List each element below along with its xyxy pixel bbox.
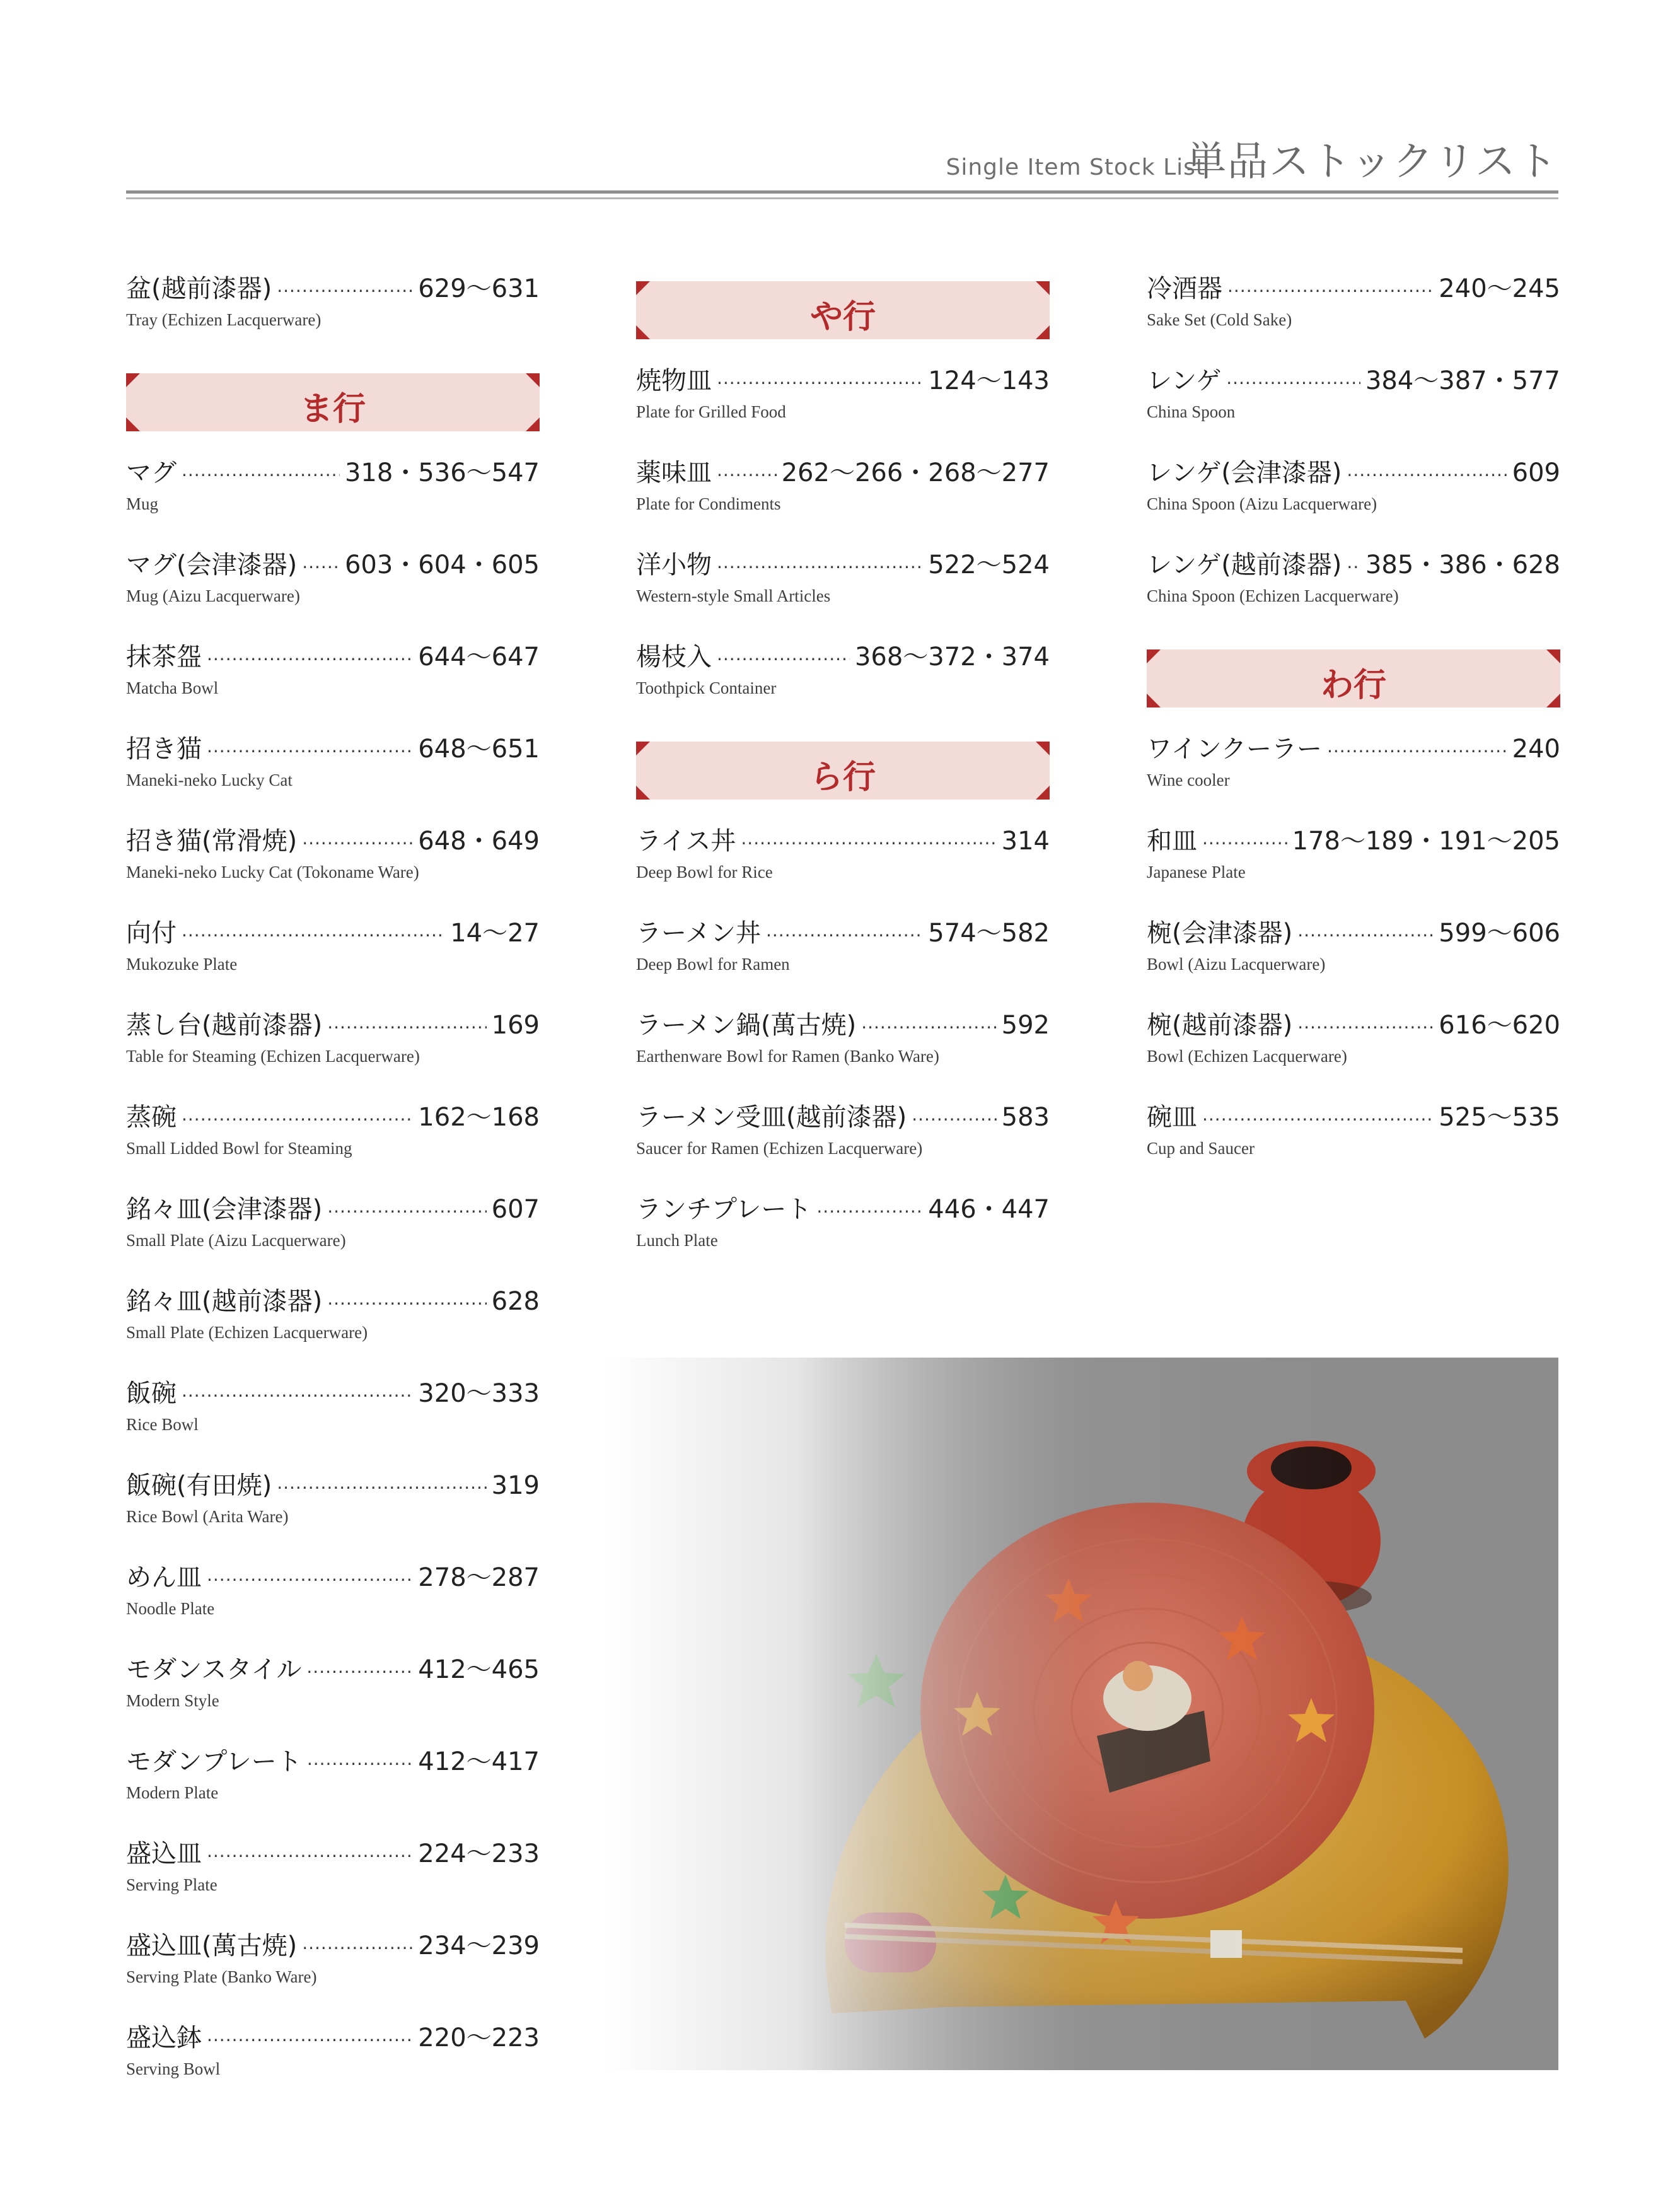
entry-page-numbers: 522〜524 (928, 550, 1050, 579)
list-entry-deep-bowl-for-rice (636, 825, 1050, 917)
entry-page-numbers: 412〜417 (418, 1747, 540, 1776)
entry-name-jp: ワインクーラー (1147, 735, 1322, 764)
list-entry-bowl-echizen-lacquerware (1147, 1009, 1560, 1101)
entry-name-en: China Spoon (1147, 402, 1236, 421)
dot-leader (207, 735, 413, 768)
dot-leader (302, 827, 413, 860)
list-entry-small-plate-echizen-lacquerware (126, 1285, 540, 1377)
entry-name-en: Toothpick Container (636, 678, 777, 697)
entry-line (126, 1653, 540, 1689)
entry-page-numbers: 224〜233 (418, 1839, 540, 1868)
entry-line (1147, 549, 1560, 584)
entry-page-numbers: 607 (491, 1195, 540, 1224)
entry-name-en: Bowl (Aizu Lacquerware) (1147, 955, 1326, 974)
entry-name-en: Small Plate (Echizen Lacquerware) (126, 1323, 368, 1342)
entry-line (1147, 457, 1560, 492)
entry-name-jp: マグ (126, 458, 177, 487)
list-entry-deep-bowl-for-ramen (636, 917, 1050, 1009)
dot-leader (207, 643, 413, 676)
entry-name-jp: 盛込皿(萬古焼) (126, 1931, 298, 1960)
list-entry-plate-for-condiments (636, 457, 1050, 549)
entry-name-en: Mukozuke Plate (126, 955, 238, 974)
dot-leader (717, 643, 850, 676)
entry-line (1147, 1009, 1560, 1044)
entry-name-jp: ライス丼 (636, 827, 736, 856)
entry-line (126, 1561, 540, 1597)
list-entry-serving-plate-banko-ware (126, 1930, 540, 2022)
dot-leader (717, 551, 923, 584)
entry-page-numbers: 616〜620 (1439, 1011, 1560, 1040)
list-entry-modern-plate (126, 1745, 540, 1837)
entry-line (1147, 733, 1560, 768)
entry-page-numbers: 648・649 (418, 827, 540, 856)
list-entry-table-for-steaming-echizen-lacquerware (126, 1009, 540, 1101)
dot-leader (207, 1564, 413, 1597)
dot-leader (1226, 367, 1360, 400)
dot-leader (912, 1103, 996, 1136)
dot-leader (741, 827, 996, 860)
entry-name-jp: 椀(越前漆器) (1147, 1011, 1293, 1040)
list-entry-modern-style (126, 1653, 540, 1745)
section-label: ら行 (809, 758, 876, 796)
list-entry-mukozuke-plate (126, 917, 540, 1009)
entry-name-jp: ラーメン鍋(萬古焼) (636, 1011, 857, 1040)
list-entry-sake-set-cold-sake (1147, 272, 1560, 364)
entry-line (636, 549, 1050, 584)
entry-name-en: Saucer for Ramen (Echizen Lacquerware) (636, 1139, 923, 1158)
dot-leader (182, 919, 445, 952)
entry-name-en: Deep Bowl for Rice (636, 863, 773, 882)
entry-page-numbers: 412〜465 (418, 1655, 540, 1684)
entry-page-numbers: 368〜372・374 (854, 643, 1050, 672)
entry-page-numbers: 320〜333 (418, 1379, 540, 1408)
entry-page-numbers: 234〜239 (418, 1931, 540, 1960)
entry-page-numbers: 603・604・605 (344, 550, 540, 579)
dot-leader (717, 459, 777, 492)
entry-page-numbers: 385・386・628 (1365, 550, 1560, 579)
entry-page-numbers: 262〜266・268〜277 (781, 458, 1050, 487)
entry-name-jp: レンゲ(会津漆器) (1147, 458, 1342, 487)
entry-page-numbers: 314 (1001, 827, 1050, 856)
dot-leader (302, 1932, 413, 1965)
entry-line (636, 1193, 1050, 1228)
entry-name-en: Rice Bowl (126, 1415, 199, 1434)
entry-line (126, 1745, 540, 1781)
entry-name-en: Lunch Plate (636, 1231, 718, 1250)
entry-name-en: Plate for Grilled Food (636, 402, 786, 421)
dot-leader (327, 1288, 486, 1320)
entry-line (636, 641, 1050, 676)
column-2 (636, 272, 1050, 1285)
section-header (636, 281, 1050, 339)
list-entry-plate-for-grilled-food (636, 364, 1050, 457)
dot-leader (182, 459, 340, 492)
entry-name-en: Earthenware Bowl for Ramen (Banko Ware) (636, 1047, 939, 1066)
entry-line (1147, 917, 1560, 952)
entry-line (126, 1930, 540, 1965)
list-entry-maneki-neko-lucky-cat-tokoname-ware (126, 825, 540, 917)
entry-line (636, 825, 1050, 860)
entry-line (636, 917, 1050, 952)
header-title-jp: 単品ストックリスト (1186, 139, 1558, 185)
entry-name-en: Japanese Plate (1147, 863, 1246, 882)
dot-leader (307, 1748, 413, 1781)
list-entry-china-spoon-aizu-lacquerware (1147, 457, 1560, 549)
entry-name-jp: レンゲ(越前漆器) (1147, 550, 1342, 579)
entry-name-en: Wine cooler (1147, 771, 1230, 789)
column-1 (126, 272, 540, 2114)
entry-page-numbers: 644〜647 (418, 643, 540, 672)
list-entry-japanese-plate (1147, 825, 1560, 917)
entry-page-numbers: 525〜535 (1439, 1103, 1560, 1132)
entry-line (636, 364, 1050, 400)
entry-name-jp: 楊枝入 (636, 643, 712, 672)
dot-leader (327, 1196, 486, 1228)
list-entry-tray-echizen-lacquerware (126, 272, 540, 364)
entry-page-numbers: 240 (1512, 735, 1560, 764)
header-rule (126, 190, 1558, 194)
dot-leader (327, 1011, 486, 1044)
entry-name-jp: 碗皿 (1147, 1103, 1197, 1132)
entry-name-en: Rice Bowl (Arita Ware) (126, 1507, 289, 1526)
entry-name-en: Maneki-neko Lucky Cat (Tokoname Ware) (126, 863, 419, 882)
entry-page-numbers: 178〜189・191〜205 (1292, 827, 1560, 856)
entry-page-numbers: 609 (1512, 458, 1560, 487)
entry-line (1147, 272, 1560, 308)
section-label: わ行 (1320, 666, 1386, 704)
dot-leader (1202, 827, 1287, 860)
section-label: や行 (809, 298, 876, 336)
list-entry-bowl-aizu-lacquerware (1147, 917, 1560, 1009)
header-title-en: Single Item Stock List (946, 154, 1205, 180)
dot-leader (1227, 275, 1434, 308)
list-entry-lunch-plate (636, 1193, 1050, 1285)
entry-page-numbers: 384〜387・577 (1365, 366, 1560, 395)
list-entry-small-plate-aizu-lacquerware (126, 1193, 540, 1285)
list-entry-mug-aizu-lacquerware (126, 549, 540, 641)
entry-name-jp: 銘々皿(会津漆器) (126, 1195, 323, 1224)
dot-leader (1347, 459, 1507, 492)
entry-line (126, 2022, 540, 2057)
entry-line (1147, 825, 1560, 860)
entry-page-numbers: 14〜27 (450, 919, 540, 948)
entry-line (636, 1101, 1050, 1136)
dot-leader (816, 1196, 923, 1228)
entry-name-en: China Spoon (Echizen Lacquerware) (1147, 586, 1399, 605)
entry-line (126, 1193, 540, 1228)
section-header (126, 373, 540, 431)
dot-leader (1297, 919, 1434, 952)
entry-page-numbers: 583 (1001, 1103, 1050, 1132)
entry-name-en: Modern Plate (126, 1783, 219, 1802)
dot-leader (306, 1656, 413, 1689)
entry-name-en: China Spoon (Aizu Lacquerware) (1147, 494, 1377, 513)
entry-name-en: Deep Bowl for Ramen (636, 955, 790, 974)
entry-page-numbers: 278〜287 (418, 1563, 540, 1592)
dot-leader (207, 1840, 413, 1873)
dot-leader (302, 551, 340, 584)
entry-name-jp: 盛込鉢 (126, 2023, 202, 2052)
dot-leader (1202, 1103, 1434, 1136)
entry-name-jp: ラーメン受皿(越前漆器) (636, 1103, 907, 1132)
entry-name-en: Serving Plate (Banko Ware) (126, 1967, 317, 1986)
entry-name-jp: 招き猫 (126, 735, 202, 764)
list-entry-saucer-for-ramen-echizen-lacquerware (636, 1101, 1050, 1193)
entry-name-jp: 焼物皿 (636, 366, 712, 395)
entry-line (126, 917, 540, 952)
entry-line (126, 1285, 540, 1320)
entry-name-jp: レンゲ (1147, 366, 1222, 395)
entry-name-jp: モダンスタイル (126, 1655, 302, 1684)
entry-name-en: Small Plate (Aizu Lacquerware) (126, 1231, 346, 1250)
dot-leader (766, 919, 923, 952)
entry-line (1147, 364, 1560, 400)
entry-name-en: Bowl (Echizen Lacquerware) (1147, 1047, 1347, 1066)
dot-leader (1327, 735, 1507, 768)
page-header (126, 129, 1558, 199)
dot-leader (1347, 551, 1360, 584)
entry-name-jp: 椀(会津漆器) (1147, 919, 1293, 948)
tableware-photo-illustration (605, 1358, 1558, 2070)
dot-leader (207, 2024, 413, 2057)
list-entry-maneki-neko-lucky-cat (126, 733, 540, 825)
tableware-photo (605, 1358, 1558, 2070)
entry-page-numbers: 648〜651 (418, 735, 540, 764)
list-entry-mug (126, 457, 540, 549)
entry-page-numbers: 629〜631 (418, 274, 540, 303)
entry-name-en: Tray (Echizen Lacquerware) (126, 310, 322, 329)
entry-page-numbers: 592 (1001, 1011, 1050, 1040)
dot-leader (277, 275, 413, 308)
entry-page-numbers: 220〜223 (418, 2023, 540, 2052)
entry-name-jp: 盛込皿 (126, 1839, 202, 1868)
entry-line (126, 1377, 540, 1412)
list-entry-china-spoon (1147, 364, 1560, 457)
entry-page-numbers: 240〜245 (1439, 274, 1560, 303)
entry-name-en: Maneki-neko Lucky Cat (126, 771, 293, 789)
entry-line (126, 1101, 540, 1136)
entry-name-en: Modern Style (126, 1691, 219, 1710)
entry-name-jp: 飯碗(有田焼) (126, 1471, 272, 1500)
list-entry-small-lidded-bowl-for-steaming (126, 1101, 540, 1193)
dot-leader (182, 1380, 413, 1412)
entry-line (636, 1009, 1050, 1044)
list-entry-noodle-plate (126, 1561, 540, 1653)
list-entry-earthenware-bowl-for-ramen-banko-ware (636, 1009, 1050, 1101)
entry-name-jp: モダンプレート (126, 1747, 302, 1776)
entry-name-en: Serving Bowl (126, 2059, 221, 2078)
entry-name-en: Serving Plate (126, 1875, 217, 1894)
entry-page-numbers: 599〜606 (1439, 919, 1560, 948)
entry-name-jp: 向付 (126, 919, 177, 948)
entry-page-numbers: 574〜582 (928, 919, 1050, 948)
entry-line (126, 1469, 540, 1505)
entry-name-en: Noodle Plate (126, 1599, 215, 1618)
list-entry-matcha-bowl (126, 641, 540, 733)
entry-line (126, 1837, 540, 1873)
list-entry-rice-bowl (126, 1377, 540, 1469)
entry-line (126, 825, 540, 860)
entry-name-en: Mug (126, 494, 159, 513)
entry-name-jp: 盆(越前漆器) (126, 274, 272, 303)
entry-name-jp: 薬味皿 (636, 458, 712, 487)
list-entry-toothpick-container (636, 641, 1050, 733)
list-entry-china-spoon-echizen-lacquerware (1147, 549, 1560, 641)
list-entry-wine-cooler (1147, 733, 1560, 825)
list-entry-western-style-small-articles (636, 549, 1050, 641)
entry-name-jp: 蒸碗 (126, 1103, 177, 1132)
entry-line (126, 641, 540, 676)
entry-name-jp: 洋小物 (636, 550, 712, 579)
entry-name-jp: 招き猫(常滑焼) (126, 827, 298, 856)
entry-name-en: Small Lidded Bowl for Steaming (126, 1139, 352, 1158)
entry-line (126, 272, 540, 308)
dot-leader (1297, 1011, 1434, 1044)
dot-leader (717, 367, 923, 400)
header-rule-thin (126, 197, 1558, 199)
entry-name-en: Plate for Condiments (636, 494, 781, 513)
entry-name-jp: 飯碗 (126, 1379, 177, 1408)
entry-page-numbers: 319 (491, 1471, 540, 1500)
entry-name-jp: 冷酒器 (1147, 274, 1222, 303)
entry-name-jp: 蒸し台(越前漆器) (126, 1011, 323, 1040)
entry-name-jp: マグ(会津漆器) (126, 550, 298, 579)
list-entry-serving-plate (126, 1837, 540, 1930)
entry-name-en: Western-style Small Articles (636, 586, 831, 605)
entry-name-jp: 銘々皿(越前漆器) (126, 1287, 323, 1316)
dot-leader (182, 1103, 413, 1136)
entry-line (1147, 1101, 1560, 1136)
entry-name-en: Cup and Saucer (1147, 1139, 1255, 1158)
entry-name-en: Sake Set (Cold Sake) (1147, 310, 1292, 329)
entry-page-numbers: 162〜168 (418, 1103, 540, 1132)
entry-page-numbers: 628 (491, 1287, 540, 1316)
entry-page-numbers: 318・536〜547 (344, 458, 540, 487)
entry-name-jp: ランチプレート (636, 1195, 812, 1224)
list-entry-cup-and-saucer (1147, 1101, 1560, 1193)
entry-name-en: Matcha Bowl (126, 678, 219, 697)
section-header (636, 742, 1050, 800)
entry-name-jp: ラーメン丼 (636, 919, 761, 948)
entry-name-en: Table for Steaming (Echizen Lacquerware) (126, 1047, 420, 1066)
entry-line (126, 1009, 540, 1044)
entry-line (126, 733, 540, 768)
entry-name-jp: 抹茶盌 (126, 643, 202, 672)
list-entry-serving-bowl (126, 2022, 540, 2114)
entry-name-en: Mug (Aizu Lacquerware) (126, 586, 300, 605)
column-3 (1147, 272, 1560, 1193)
dot-leader (861, 1011, 996, 1044)
entry-line (636, 457, 1050, 492)
entry-line (126, 457, 540, 492)
list-entry-rice-bowl-arita-ware (126, 1469, 540, 1561)
entry-line (126, 549, 540, 584)
entry-page-numbers: 446・447 (928, 1195, 1050, 1224)
entry-name-jp: めん皿 (126, 1563, 202, 1592)
dot-leader (277, 1472, 486, 1505)
section-header (1147, 649, 1560, 707)
entry-page-numbers: 169 (491, 1011, 540, 1040)
entry-name-jp: 和皿 (1147, 827, 1197, 856)
section-label: ま行 (299, 390, 366, 428)
entry-page-numbers: 124〜143 (928, 366, 1050, 395)
